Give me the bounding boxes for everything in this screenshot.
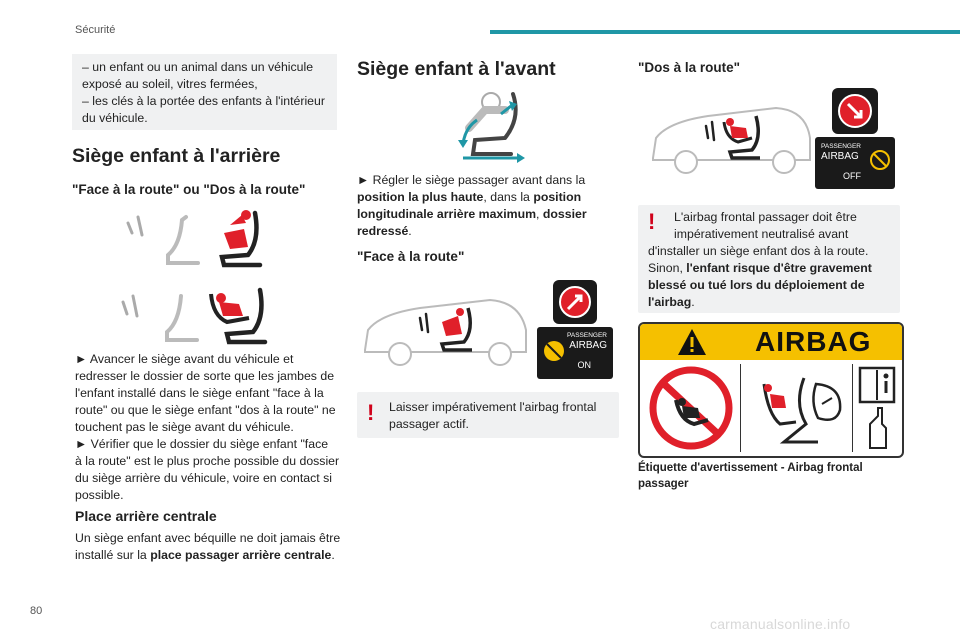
text-line: redressé. bbox=[357, 224, 412, 238]
text-line: du siège arrière du véhicule, voire en contact si bbox=[75, 471, 333, 485]
note-line: exposé au soleil, vitres fermées, bbox=[82, 77, 258, 91]
child-seat-forward-icon bbox=[120, 205, 270, 270]
airbag-warning-label bbox=[638, 322, 904, 458]
airbag-on-badge bbox=[537, 327, 613, 379]
text-line: l'enfant installé dans le siège enfant "face à la bbox=[75, 386, 324, 400]
child-seat-rearward-icon bbox=[115, 282, 270, 347]
text-line: installé sur la place passager arrière centrale. bbox=[75, 548, 335, 562]
text-line: Sinon, l'enfant risque d'être gravement bbox=[648, 261, 872, 275]
text-line: impérativement neutralisé avant bbox=[674, 227, 849, 241]
caption-line: Étiquette d'avertissement - Airbag frontal bbox=[638, 462, 863, 474]
section-title-rear: Siège enfant à l'arrière bbox=[72, 145, 281, 167]
note-line: du véhicule. bbox=[82, 111, 148, 125]
label-title: AIRBAG bbox=[755, 326, 872, 357]
section-title-front: Siège enfant à l'avant bbox=[357, 58, 556, 80]
header-section-title: Sécurité bbox=[75, 24, 116, 36]
text-line: route" ou que le siège enfant "dos à la route" ne bbox=[75, 403, 336, 417]
seat-adjust-icon bbox=[425, 88, 525, 163]
warning-box-rearward bbox=[638, 205, 900, 313]
caption-line: passager bbox=[638, 478, 689, 490]
front-instructions bbox=[357, 172, 612, 240]
badge-airbag: AIRBAG bbox=[821, 151, 859, 162]
text-line: blessé ou tué lors du déploiement de bbox=[648, 278, 865, 292]
note-box bbox=[72, 54, 337, 130]
badge-state: ON bbox=[577, 360, 591, 370]
text-line: passager actif. bbox=[389, 417, 469, 431]
warning-box-front bbox=[357, 392, 619, 438]
text-line: ► Régler le siège passager avant dans la bbox=[357, 173, 586, 187]
text-line: ► Avancer le siège avant du véhicule et bbox=[75, 352, 294, 366]
warning-icon: ! bbox=[367, 400, 375, 425]
badge-state: OFF bbox=[843, 171, 861, 181]
warning-icon: ! bbox=[648, 209, 656, 234]
airbag-switch-on-icon bbox=[553, 280, 597, 324]
page-number: 80 bbox=[30, 605, 43, 617]
text-line: redresser le dossier de sorte que les jambes de bbox=[75, 369, 335, 383]
header-accent-bar bbox=[490, 30, 960, 34]
car-forward-seat-icon bbox=[360, 290, 530, 368]
text-line: d'installer un siège enfant dos à la route. bbox=[648, 244, 869, 258]
note-line: – un enfant ou un animal dans un véhicule bbox=[82, 60, 314, 74]
text-line: Un siège enfant avec béquille ne doit jamais être bbox=[75, 531, 341, 545]
subtitle-front-forward: "Face à la route" bbox=[357, 249, 465, 264]
text-line: position la plus haute, dans la position bbox=[357, 190, 582, 204]
manual-read-icon bbox=[856, 364, 898, 452]
airbag-deploy-icon bbox=[744, 364, 848, 452]
airbag-switch-off-icon bbox=[832, 88, 878, 134]
airbag-off-badge bbox=[815, 137, 895, 189]
note-line: – les clés à la portée des enfants à l'intérieur bbox=[82, 94, 325, 108]
subtitle-rear-center: Place arrière centrale bbox=[75, 508, 217, 524]
badge-passenger: PASSENGER bbox=[567, 332, 607, 339]
subtitle-rear-orientation: "Face à la route" ou "Dos à la route" bbox=[72, 182, 306, 197]
text-line: à la route" est le plus proche possible du dossier bbox=[75, 454, 340, 468]
rear-center-text bbox=[75, 530, 345, 564]
airbag-label-caption bbox=[638, 460, 863, 492]
text-line: L'airbag frontal passager doit être bbox=[674, 210, 857, 224]
car-rearward-seat-icon bbox=[648, 98, 813, 176]
text-line: longitudinale arrière maximum, dossier bbox=[357, 207, 587, 221]
watermark: carmanualsonline.info bbox=[710, 616, 851, 632]
warning-triangle-icon bbox=[676, 327, 708, 357]
text-line: l'airbag. bbox=[648, 295, 695, 309]
text-line: ► Vérifier que le dossier du siège enfant "face bbox=[75, 437, 329, 451]
airbag-off-switch-icon bbox=[542, 339, 566, 363]
no-rear-seat-icon bbox=[646, 364, 736, 452]
badge-airbag: AIRBAG bbox=[569, 340, 607, 351]
rear-instructions bbox=[75, 351, 345, 504]
label-title-bar bbox=[640, 324, 902, 360]
text-line: Laisser impérativement l'airbag frontal bbox=[389, 400, 597, 414]
subtitle-front-rearward: "Dos à la route" bbox=[638, 60, 741, 75]
badge-passenger: PASSENGER bbox=[821, 143, 861, 150]
text-line: possible. bbox=[75, 488, 124, 502]
text-line: touchent pas le siège avant du véhicule. bbox=[75, 420, 294, 434]
no-airbag-icon bbox=[869, 149, 891, 171]
